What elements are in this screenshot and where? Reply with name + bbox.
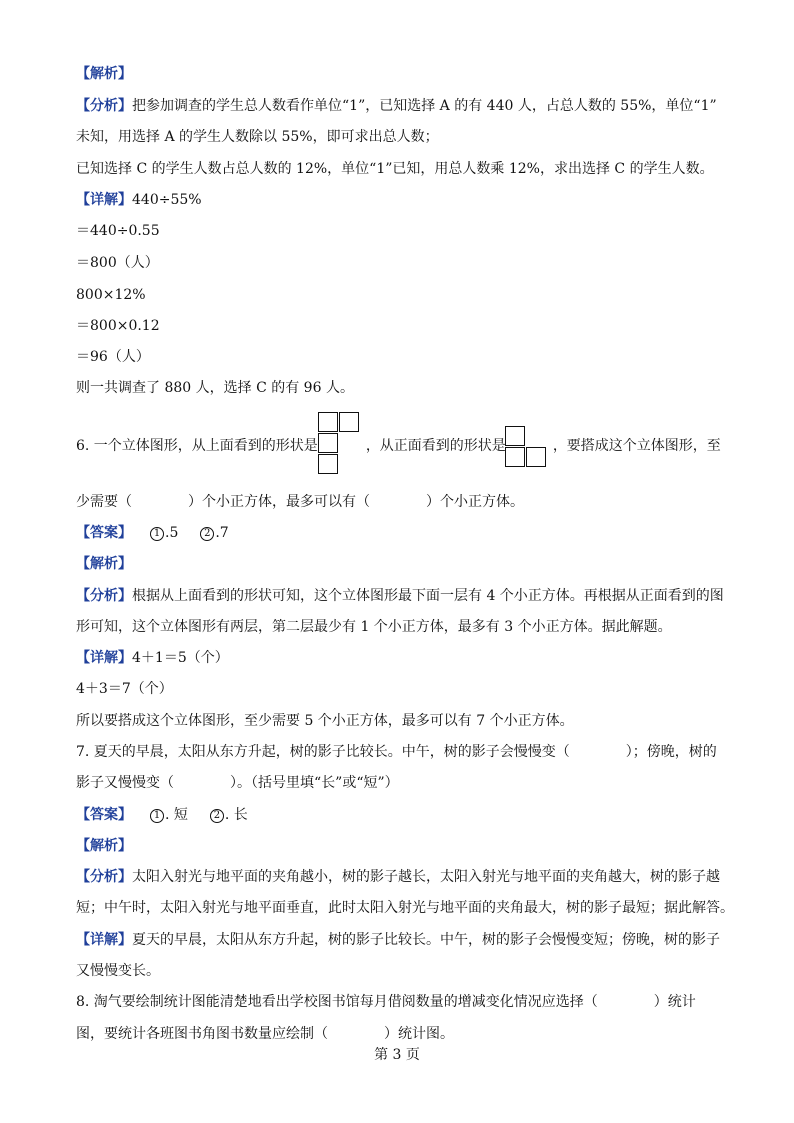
- q7-answer: [76, 805, 248, 825]
- q8-question-line-1: 8. 淘气要绘制统计图能清楚地看出学校图书馆每月借阅数量的增减变化情况应选择（ ）统计: [76, 994, 696, 1010]
- q6-fenxi-text-2: 形可知，这个立体图形有两层，第二层最少有 1 个小正方体，最多有 3 个小正方体。据此解题。: [76, 619, 672, 635]
- q8-question-line-2: 图，要统计各班图书角图书数量应绘制（ ）统计图。: [76, 1026, 454, 1042]
- q6-text-part-1: 6. 一个立体图形，从上面看到的形状是: [76, 438, 318, 454]
- q6-detail-text-1: 4＋1＝5（个）: [132, 650, 229, 666]
- q7-detail-line-1: [76, 930, 720, 950]
- q6-answer: [76, 523, 229, 543]
- top-view-cell: [339, 412, 359, 432]
- front-view-cell: [505, 447, 525, 467]
- q5-xiangjie-tag: 【详解】: [76, 192, 132, 208]
- q6-fenxi-text-1: 根据从上面看到的形状可知，这个立体图形最下面一层有 4 个小正方体。再根据从正面看到的图: [132, 588, 724, 604]
- analysis-heading: 【解析】: [76, 556, 132, 572]
- q5-detail-text-1: 440÷55%: [132, 192, 202, 208]
- q6-question-line-1: [76, 436, 721, 456]
- q5-detail-text-3: ＝800（人）: [76, 255, 159, 271]
- circled-number-icon: 1: [150, 809, 164, 823]
- q7-detail-text-2: 又慢慢变长。: [76, 963, 160, 979]
- q7-question-line-1: 7. 夏天的早晨，太阳从东方升起，树的影子比较长。中午，树的影子会慢慢变（ ）；傍晚，树的: [76, 744, 717, 760]
- circled-number-icon: 2: [210, 809, 224, 823]
- q7-fenxi-text-2: 短；中午时，太阳入射光与地平面垂直，此时太阳入射光与地平面的夹角最大，树的影子最短；据此解答。: [76, 900, 734, 916]
- q5-detail-line-1: [76, 190, 202, 210]
- q5-fenxi-text-3: 已知选择 C 的学生人数占总人数的 12%，单位“1”已知，用总人数乘 12%，求出选择 C 的学生人数。: [76, 161, 714, 177]
- q7-question-line-2: 影子又慢慢变（ ）。（括号里填“长”或“短”）: [76, 775, 399, 791]
- q5-conclusion: 则一共调查了 880 人，选择 C 的有 96 人。: [76, 380, 354, 396]
- q7-answer-1: . 短: [165, 807, 188, 823]
- q6-fenxi-tag: 【分析】: [76, 588, 132, 604]
- q5-analysis-line-1: [76, 96, 717, 116]
- front-view-figure: [505, 426, 549, 470]
- q7-detail-text-1: 夏天的早晨，太阳从东方升起，树的影子比较长。中午，树的影子会慢慢变短；傍晚，树的影子: [132, 932, 720, 948]
- q6-text-part-2: ，从正面看到的形状是: [365, 438, 506, 454]
- q5-fenxi-tag: 【分析】: [76, 98, 132, 114]
- q6-detail-line-1: [76, 648, 229, 668]
- top-view-cell: [318, 433, 338, 453]
- q7-answer-2: . 长: [224, 807, 248, 823]
- circled-number-icon: 2: [200, 527, 214, 541]
- top-view-figure: [318, 412, 362, 478]
- q6-conclusion: 所以要搭成这个立体图形，至少需要 5 个小正方体，最多可以有 7 个小正方体。: [76, 713, 574, 729]
- q7-xiangjie-tag: 【详解】: [76, 932, 132, 948]
- q7-fenxi-text-1: 太阳入射光与地平面的夹角越小，树的影子越长，太阳入射光与地平面的夹角越大，树的影子越: [132, 869, 720, 885]
- q6-answer-tag: 【答案】: [76, 525, 132, 541]
- q7-analysis-line-1: [76, 867, 720, 887]
- circled-number-icon: 1: [150, 527, 164, 541]
- q5-detail-text-4: 800×12%: [76, 287, 146, 303]
- q6-detail-text-2: 4＋3＝7（个）: [76, 681, 173, 697]
- top-view-cell: [318, 454, 338, 474]
- front-view-cell: [526, 447, 546, 467]
- q6-answer-2: .7: [215, 525, 229, 541]
- q5-fenxi-text-2: 未知，用选择 A 的学生人数除以 55%，即可求出总人数；: [76, 129, 439, 145]
- front-view-cell: [505, 426, 525, 446]
- q5-detail-text-6: ＝96（人）: [76, 349, 150, 365]
- q5-detail-text-2: ＝440÷0.55: [76, 223, 160, 239]
- top-view-cell: [318, 412, 338, 432]
- analysis-heading: 【解析】: [76, 838, 132, 854]
- analysis-heading: 【解析】: [76, 66, 132, 82]
- q6-answer-1: .5: [165, 525, 179, 541]
- q6-text-part-3: ，要搭成这个立体图形，至: [552, 438, 721, 454]
- page-number: 第 3 页: [374, 1047, 420, 1063]
- q7-answer-tag: 【答案】: [76, 807, 132, 823]
- q6-xiangjie-tag: 【详解】: [76, 650, 132, 666]
- q5-detail-text-5: ＝800×0.12: [76, 318, 160, 334]
- q7-fenxi-tag: 【分析】: [76, 869, 132, 885]
- q6-question-line-2: 少需要（ ）个小正方体，最多可以有（ ）个小正方体。: [76, 494, 524, 510]
- q5-fenxi-text-1: 把参加调查的学生总人数看作单位“1”，已知选择 A 的有 440 人，占总人数的 55%，单位“1”: [132, 98, 717, 114]
- q6-analysis-line-1: [76, 586, 724, 606]
